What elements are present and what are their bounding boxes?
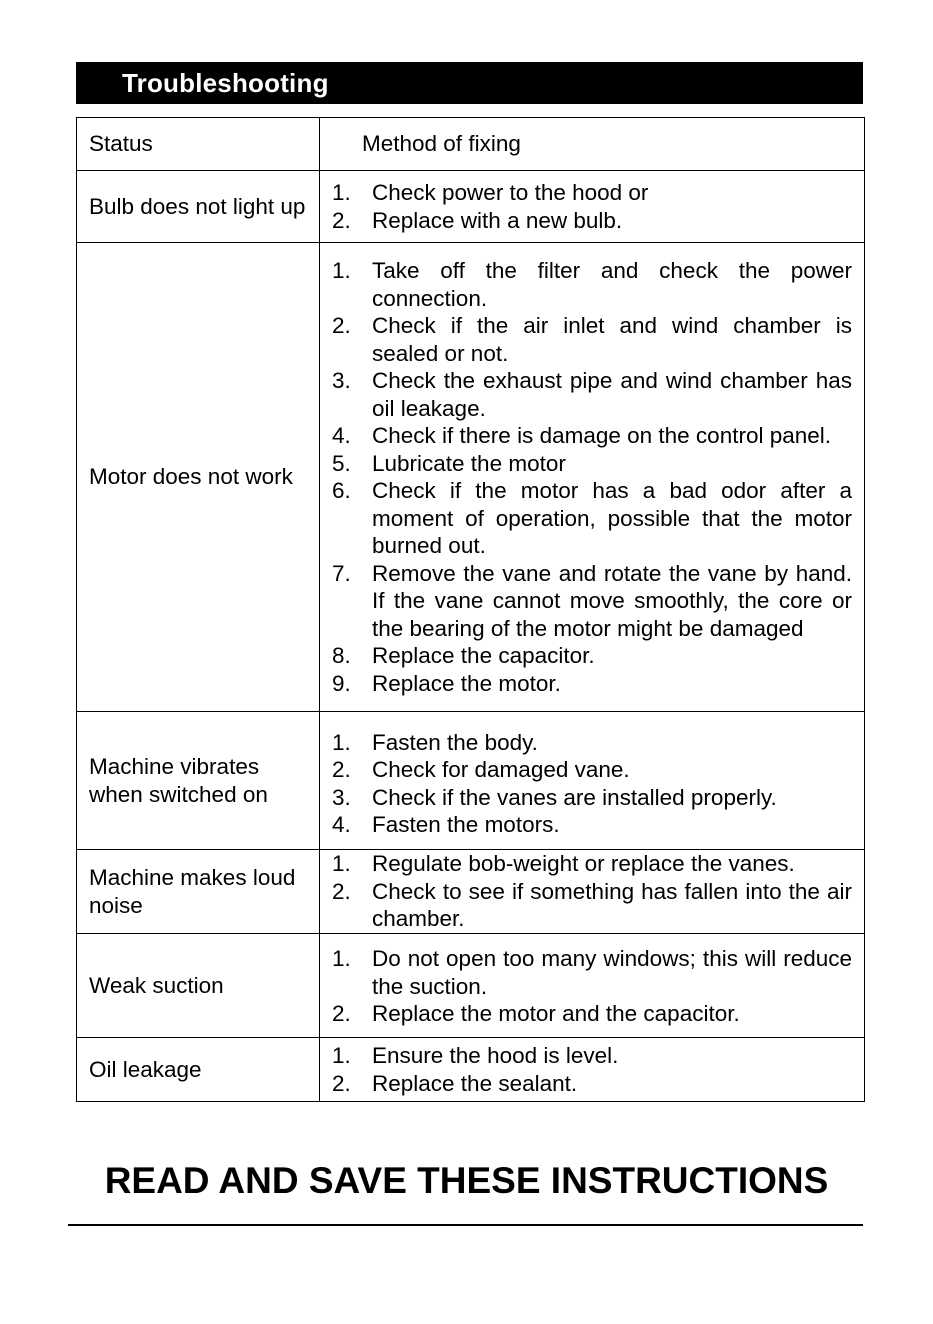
fix-steps-list — [332, 257, 852, 697]
step-text: Check if the vanes are installed properly. — [372, 784, 777, 810]
fix-step — [332, 945, 852, 1000]
step-text: Fasten the body. — [372, 729, 538, 755]
step-text: Replace with a new bulb. — [372, 207, 623, 233]
step-text: Fasten the motors. — [372, 812, 560, 837]
fix-step — [332, 1042, 852, 1070]
step-number: 3. — [332, 368, 351, 393]
fix-steps-list — [332, 1042, 852, 1097]
step-number: 5. — [332, 450, 351, 476]
table-row — [77, 243, 865, 712]
step-number: 1. — [332, 729, 351, 755]
footer-divider — [68, 1224, 863, 1226]
step-text: Check if there is damage on the control panel. — [372, 423, 832, 448]
table-row — [77, 171, 865, 243]
step-number: 1. — [332, 946, 351, 972]
fix-step — [332, 784, 852, 812]
step-text: Check if the air inlet and wind chamber is sealed or not. — [372, 313, 852, 366]
step-text: Take off the filter and check the power connection. — [372, 258, 852, 311]
step-text: Ensure the hood is level. — [372, 1043, 619, 1068]
fix-step — [332, 560, 852, 643]
section-title-bar — [76, 62, 863, 104]
header-method: Method of fixing — [320, 118, 865, 171]
step-number: 2. — [332, 757, 351, 782]
step-number: 4. — [332, 423, 351, 448]
status-cell: Bulb does not light up — [77, 171, 320, 243]
fix-step — [332, 312, 852, 367]
fix-step — [332, 179, 852, 207]
step-text: Check to see if something has fallen into the air chamber. — [372, 878, 852, 932]
fix-step — [332, 422, 852, 450]
step-text: Check if the motor has a bad odor after a moment of operation, possible that the motor burned out. — [372, 478, 852, 558]
step-text: Replace the motor and the capacitor. — [372, 1001, 740, 1027]
method-cell — [320, 934, 865, 1038]
step-text: Check power to the hood or — [372, 180, 649, 205]
fix-step — [332, 477, 852, 560]
method-cell — [320, 850, 865, 934]
step-number: 1. — [332, 1043, 351, 1068]
fix-steps-list — [332, 179, 852, 234]
step-text: Remove the vane and rotate the vane by hand. If the vane cannot move smoothly, the core or the bearing of the motor might be damaged — [372, 560, 852, 641]
table-row — [77, 850, 865, 934]
fix-steps-list — [332, 729, 852, 839]
step-text: Replace the motor. — [372, 670, 561, 696]
fix-step — [332, 850, 852, 878]
header-status: Status — [77, 118, 320, 171]
fix-step — [332, 207, 852, 235]
footer-instructions: READ AND SAVE THESE INSTRUCTIONS — [104, 1160, 829, 1201]
fix-step — [332, 756, 852, 784]
step-text: Replace the capacitor. — [372, 643, 595, 668]
step-number: 4. — [332, 812, 351, 837]
step-text: Regulate bob-weight or replace the vanes. — [372, 851, 795, 877]
table-row — [77, 712, 865, 850]
fix-step — [332, 1000, 852, 1028]
section-title: Troubleshooting — [122, 68, 329, 98]
step-number: 2. — [332, 878, 351, 904]
status-cell: Weak suction — [77, 934, 320, 1038]
fix-step — [332, 1070, 852, 1098]
fix-step — [332, 670, 852, 698]
step-number: 2. — [332, 1001, 351, 1027]
fix-step — [332, 878, 852, 933]
step-number: 3. — [332, 784, 351, 810]
step-number: 1. — [332, 258, 351, 283]
fix-step — [332, 257, 852, 312]
fix-step — [332, 729, 852, 757]
step-number: 2. — [332, 1070, 351, 1096]
fix-step — [332, 450, 852, 478]
status-cell: Machine makes loud noise — [77, 850, 320, 934]
step-number: 8. — [332, 643, 351, 668]
fix-step — [332, 811, 852, 839]
step-text: Do not open too many windows; this will reduce the suction. — [372, 946, 852, 999]
step-number: 2. — [332, 207, 351, 233]
step-text: Check for damaged vane. — [372, 757, 630, 782]
step-number: 6. — [332, 478, 351, 503]
status-cell: Machine vibrates when switched on — [77, 712, 320, 850]
fix-step — [332, 367, 852, 422]
step-number: 2. — [332, 313, 351, 338]
step-number: 9. — [332, 670, 351, 696]
step-number: 1. — [332, 851, 351, 877]
method-cell — [320, 712, 865, 850]
table-header-row — [77, 118, 865, 171]
table-row — [77, 1038, 865, 1102]
table-row — [77, 934, 865, 1038]
fix-step — [332, 642, 852, 670]
troubleshooting-table — [76, 117, 865, 1102]
step-text: Replace the sealant. — [372, 1070, 578, 1096]
method-cell — [320, 1038, 865, 1102]
step-number: 1. — [332, 180, 351, 205]
fix-steps-list — [332, 945, 852, 1028]
status-cell: Oil leakage — [77, 1038, 320, 1102]
method-cell — [320, 171, 865, 243]
step-text: Lubricate the motor — [372, 450, 566, 476]
method-cell — [320, 243, 865, 712]
step-text: Check the exhaust pipe and wind chamber has oil leakage. — [372, 368, 852, 421]
status-cell: Motor does not work — [77, 243, 320, 712]
step-number: 7. — [332, 560, 351, 586]
fix-steps-list — [332, 850, 852, 933]
